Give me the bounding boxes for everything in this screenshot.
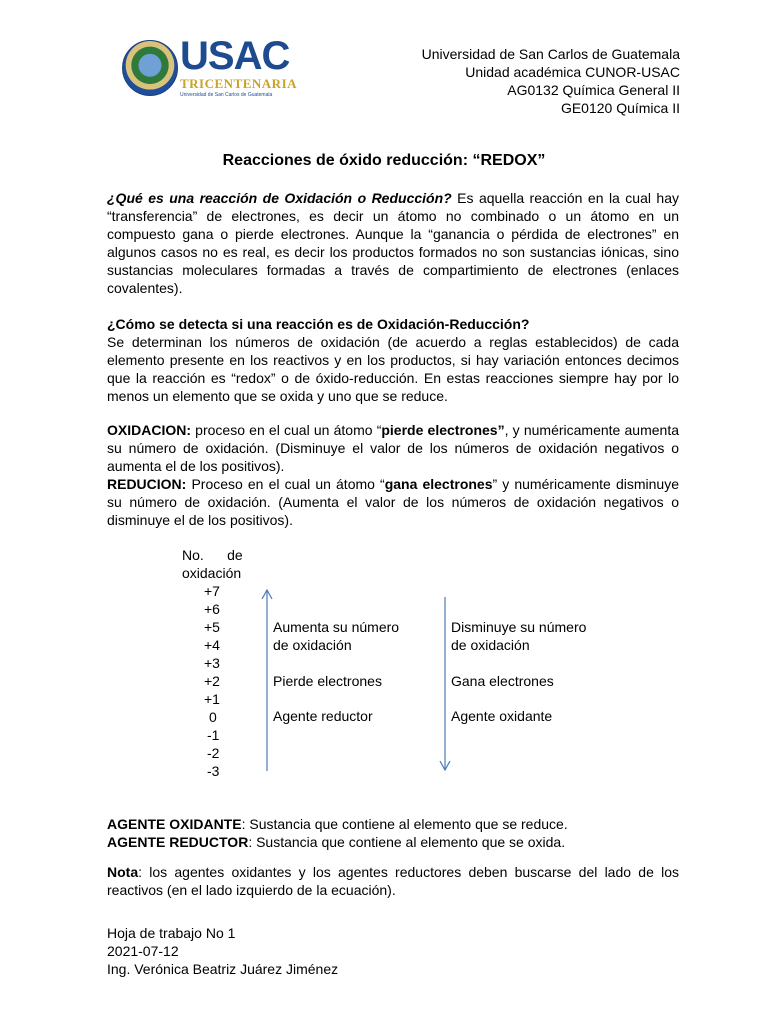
oxidation-number: +2 — [204, 673, 220, 689]
oxidacion-term: OXIDACION: — [107, 422, 191, 438]
agent-reductor-def — [107, 833, 679, 851]
logo-tagline: Universidad de San Carlos de Guatemala — [180, 92, 273, 98]
logo-main-text: USAC — [180, 34, 290, 78]
detect-answer: Se determinan los números de oxidación (de acuerdo a reglas establecidos) de cada elemento presente en los reactivos y en los productos, si hay variación entonces decimos que la reacción es “redox” o de óxido-reducción. En estas reacciones siempre hay por lo menos un elemento que se oxida y uno que se reduce. — [107, 334, 679, 404]
down-agent: Agente oxidante — [451, 708, 553, 724]
down-description — [451, 618, 586, 654]
oxidacion-post: , y numéricamente aumenta su número de oxidación. (Disminuye el valor de los números de oxidación negativos o aumenta el de los positivos). — [107, 422, 679, 474]
reducion-post: ” y numéricamente disminuye su número de oxidación. (Aumenta el valor de los números de oxidación negativos o disminuye el de los positivos). — [107, 476, 679, 528]
down-electrons: Gana electrones — [451, 673, 554, 689]
up-arrow-icon — [262, 590, 272, 771]
agent-oxidante-term: AGENTE OXIDANTE — [107, 816, 242, 832]
reducion-pre: Proceso en el cual un átomo “ — [186, 476, 385, 492]
reducion-term: REDUCION: — [107, 476, 187, 492]
usac-logo — [120, 34, 300, 102]
up-electrons: Pierde electrones — [273, 673, 382, 689]
up-agent: Agente reductor — [273, 708, 373, 724]
reducion-key: gana electrones — [384, 476, 493, 492]
down-line-1: Disminuye su número — [451, 619, 587, 635]
oxidation-number: -2 — [207, 745, 220, 761]
detect-paragraph — [107, 315, 679, 405]
scale-header-1: No. de — [182, 547, 243, 563]
down-line-2: de oxidación — [451, 637, 530, 653]
reducion-definition — [107, 475, 679, 529]
up-description — [273, 618, 399, 654]
oxidation-number: +3 — [204, 655, 220, 671]
oxidacion-pre: proceso en el cual un átomo “ — [191, 422, 382, 438]
oxidation-number: -3 — [207, 763, 220, 779]
intro-answer: Es aquella reacción en la cual hay “transferencia” de electrones, es decir un átomo no combinado o un átomo en un compuesto gana o pierde electrones. Aunque la “ganancia o pérdida de electrones” en algunos casos no es real, es decir los productos formados no son sustancias iónicas, sino sustancias moleculares formadas a través de compartimiento de electrones (enlaces covalentes). — [107, 190, 680, 296]
agent-reductor-term: AGENTE REDUCTOR — [107, 834, 249, 850]
header-university: Universidad de San Carlos de Guatemala — [421, 46, 680, 62]
header-course-1: AG0132 Química General II — [507, 82, 680, 98]
agent-reductor-text: : Sustancia que contiene al elemento que se oxida. — [248, 834, 566, 850]
header-unit: Unidad académica CUNOR-USAC — [465, 64, 680, 80]
detect-question: ¿Cómo se detecta si una reacción es de Oxidación-Reducción? — [107, 316, 530, 332]
header-course-2: GE0120 Química II — [560, 100, 680, 116]
oxidacion-key: pierde electrones” — [381, 422, 505, 438]
oxidation-number: -1 — [207, 727, 220, 743]
footer-date: 2021-07-12 — [107, 943, 179, 959]
oxidation-number-column — [182, 546, 252, 780]
note-term: Nota — [107, 864, 139, 880]
page-title: Reacciones de óxido reducción: “REDOX” — [222, 152, 546, 169]
footer-author: Ing. Verónica Beatriz Juárez Jiménez — [107, 961, 339, 977]
note-paragraph — [107, 863, 679, 899]
oxidation-number: +4 — [204, 637, 220, 653]
oxidation-number: +1 — [204, 691, 220, 707]
header-block — [422, 45, 680, 117]
oxidacion-definition — [107, 421, 679, 475]
agent-oxidante-def — [107, 815, 679, 833]
up-line-1: Aumenta su número — [273, 619, 400, 635]
down-arrow-icon — [440, 597, 450, 770]
footer-worksheet: Hoja de trabajo No 1 — [107, 925, 236, 941]
agents-block — [107, 815, 679, 851]
logo-sub-text: TRICENTENARIA — [180, 76, 298, 91]
note-text: : los agentes oxidantes y los agentes reductores deben buscarse del lado de los reactivos (en el lado izquierdo de la ecuación). — [107, 864, 679, 898]
oxidation-number: +5 — [204, 619, 220, 635]
scale-header-2: oxidación — [182, 565, 242, 581]
agent-oxidante-text: : Sustancia que contiene al elemento que se reduce. — [241, 816, 568, 832]
oxidation-number: +7 — [204, 583, 220, 599]
oxidation-number-list — [182, 582, 252, 780]
intro-question: ¿Qué es una reacción de Oxidación o Reducción? — [107, 190, 452, 206]
intro-paragraph — [107, 189, 679, 297]
oxidation-number: 0 — [209, 709, 217, 725]
footer-block — [107, 924, 338, 978]
university-seal-icon — [122, 40, 178, 96]
up-line-2: de oxidación — [273, 637, 352, 653]
oxidation-number: +6 — [204, 601, 220, 617]
